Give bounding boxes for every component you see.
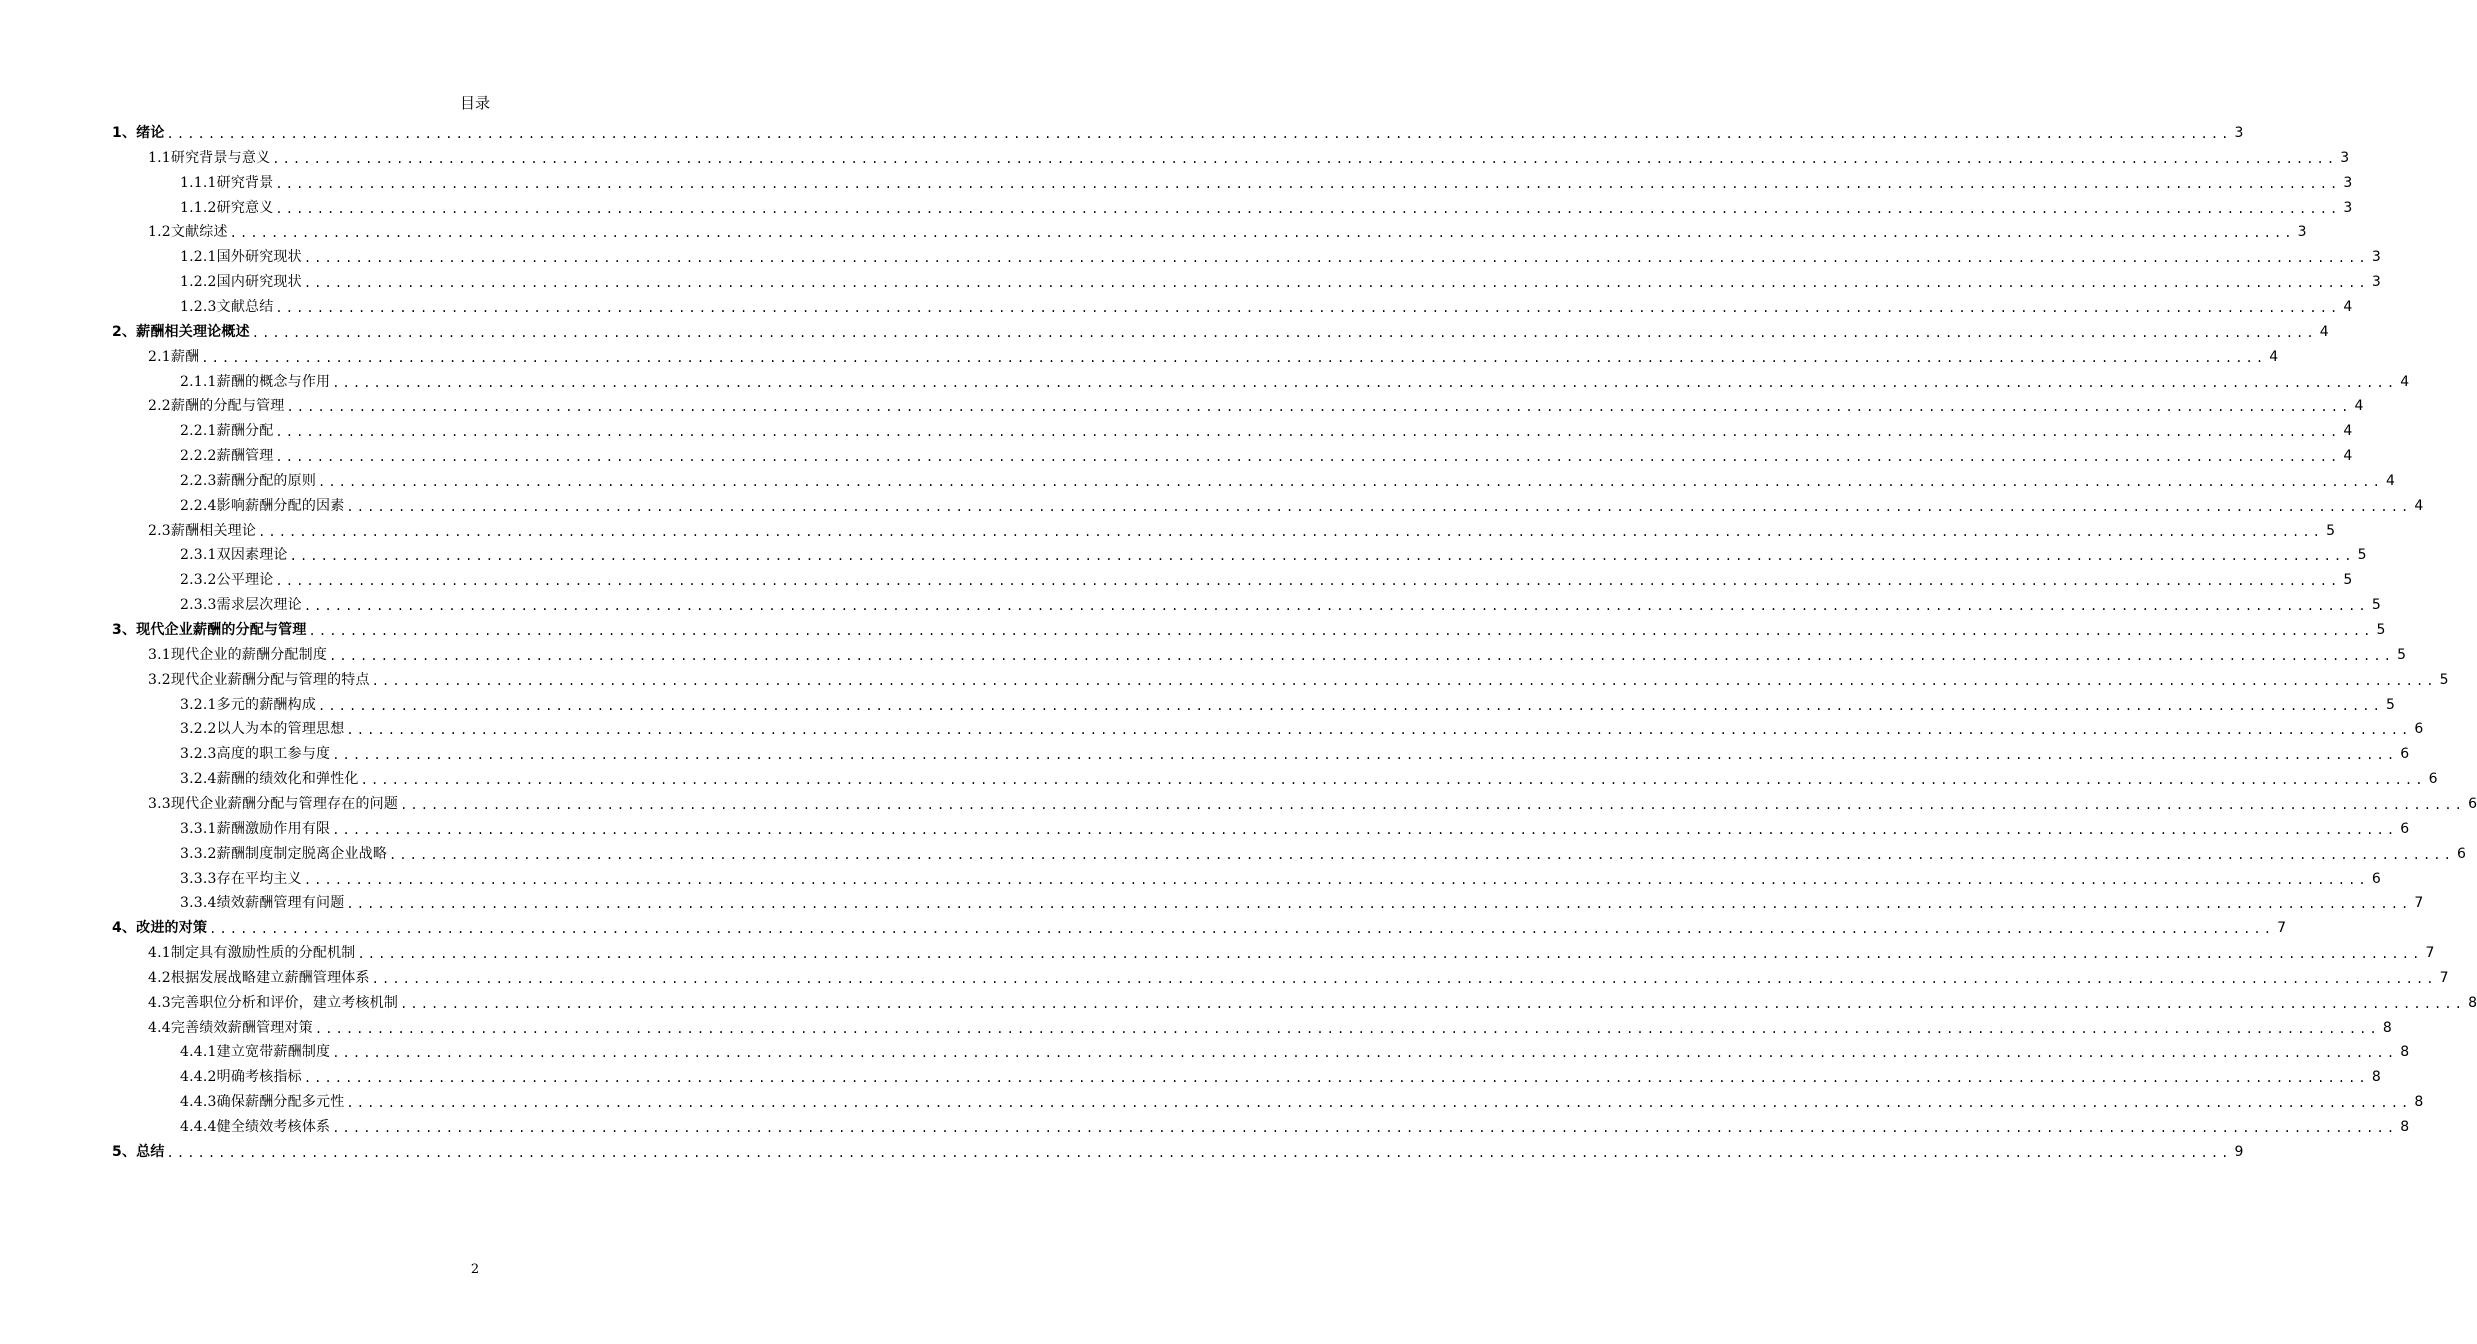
toc-entry-label: 1.2.1国外研究现状 bbox=[180, 249, 302, 266]
toc-entry-page: 6 bbox=[2468, 795, 2477, 812]
toc-entry-page: 3 bbox=[2297, 224, 2307, 241]
toc-leader-dots: ........................................................................................................................................................................................................ bbox=[275, 574, 2341, 589]
toc-entry[interactable] bbox=[180, 491, 2424, 516]
toc-entry[interactable] bbox=[180, 416, 2353, 441]
toc-entry[interactable] bbox=[148, 938, 2435, 963]
toc-entry-page: 3 bbox=[2371, 274, 2381, 291]
toc-entry[interactable] bbox=[180, 168, 2353, 193]
toc-entry-label: 3、现代企业薪酬的分配与管理 bbox=[112, 622, 307, 638]
toc-entry-page: 8 bbox=[2468, 994, 2477, 1011]
toc-leader-dots: ........................................................................................................................................................................................................ bbox=[209, 922, 2275, 937]
toc-entry-label: 4.4.2明确考核指标 bbox=[180, 1069, 302, 1086]
toc-entry-label: 2.3.2公平理论 bbox=[180, 572, 274, 589]
toc-entry-label: 1.1.2研究意义 bbox=[180, 199, 274, 216]
toc-entry-page: 5 bbox=[2376, 622, 2386, 638]
page-number: 2 bbox=[470, 1262, 480, 1277]
toc-entry-page: 6 bbox=[2371, 870, 2381, 887]
toc-entry-page: 7 bbox=[2277, 920, 2287, 937]
toc-leader-dots: ........................................................................................................................................................................................................ bbox=[289, 549, 2355, 564]
toc-entry-label: 1.1研究背景与意义 bbox=[148, 149, 271, 166]
toc-entry[interactable] bbox=[180, 590, 2381, 615]
toc-entry[interactable] bbox=[180, 1087, 2424, 1112]
toc-leader-dots: ........................................................................................................................................................................................................ bbox=[303, 276, 2369, 291]
toc-entry[interactable] bbox=[148, 143, 2350, 168]
toc-entry-label: 3.3.3存在平均主义 bbox=[180, 870, 302, 887]
toc-entry-page: 3 bbox=[2371, 249, 2381, 266]
toc-entry-page: 3 bbox=[2343, 174, 2353, 191]
toc-leader-dots: ........................................................................................................................................................................................................ bbox=[303, 251, 2369, 266]
toc-entry-page: 8 bbox=[2371, 1069, 2381, 1086]
toc-entry-page: 5 bbox=[2371, 597, 2381, 614]
toc-leader-dots: ........................................................................................................................................................................................................ bbox=[329, 648, 2394, 663]
toc-title: 目录 bbox=[459, 94, 490, 112]
toc-leader-dots: ........................................................................................................................................................................................................ bbox=[400, 996, 2465, 1011]
toc-leader-dots: ........................................................................................................................................................................................................ bbox=[360, 773, 2426, 788]
toc-entry[interactable] bbox=[180, 864, 2381, 889]
toc-leader-dots: ........................................................................................................................................................................................................ bbox=[346, 499, 2412, 514]
toc-leader-dots: ........................................................................................................................................................................................................ bbox=[314, 1021, 2380, 1036]
toc-entry[interactable] bbox=[180, 739, 2410, 764]
toc-leader-dots: ........................................................................................................................................................................................................ bbox=[166, 1145, 2232, 1160]
toc-leader-dots: ........................................................................................................................................................................................................ bbox=[286, 400, 2352, 415]
toc-entry-page: 5 bbox=[2326, 522, 2335, 539]
toc-entry-label: 4.4.3确保薪酬分配多元性 bbox=[180, 1094, 345, 1111]
toc-entry[interactable] bbox=[180, 690, 2395, 715]
toc-leader-dots: ........................................................................................................................................................................................................ bbox=[346, 897, 2412, 912]
toc-leader-dots: ........................................................................................................................................................................................................ bbox=[332, 822, 2398, 837]
toc-entry-page: 3 bbox=[2234, 125, 2244, 141]
toc-entry[interactable] bbox=[180, 441, 2353, 466]
toc-leader-dots: ........................................................................................................................................................................................................ bbox=[275, 425, 2341, 440]
toc-entry-label: 2.2.2薪酬管理 bbox=[180, 448, 274, 465]
toc-entry-page: 4 bbox=[2343, 298, 2353, 315]
toc-entry-page: 4 bbox=[2386, 472, 2395, 489]
toc-entry-page: 5 bbox=[2343, 572, 2353, 589]
toc-entry[interactable] bbox=[112, 1137, 2244, 1162]
toc-entry-label: 4.4.1建立宽带薪酬制度 bbox=[180, 1044, 331, 1061]
toc-entry[interactable] bbox=[148, 963, 2449, 988]
toc-entry-label: 3.2现代企业薪酬分配与管理的特点 bbox=[148, 671, 370, 688]
toc-entry[interactable] bbox=[180, 292, 2353, 317]
toc-entry-label: 3.1现代企业的薪酬分配制度 bbox=[148, 646, 328, 663]
toc-entry[interactable] bbox=[180, 267, 2381, 292]
toc-leader-dots: ........................................................................................................................................................................................................ bbox=[201, 350, 2267, 365]
toc-entry[interactable] bbox=[148, 217, 2307, 242]
toc-entry-page: 8 bbox=[2400, 1044, 2410, 1061]
toc-entry-label: 4.4完善绩效薪酬管理对策 bbox=[148, 1019, 313, 1036]
toc-entry[interactable] bbox=[112, 118, 2244, 143]
toc-entry-label: 3.3.1薪酬激励作用有限 bbox=[180, 820, 331, 837]
toc-entry-label: 2.2.1薪酬分配 bbox=[180, 423, 274, 440]
toc-leader-dots: ........................................................................................................................................................................................................ bbox=[389, 847, 2454, 862]
toc-leader-dots: ........................................................................................................................................................................................................ bbox=[303, 1071, 2369, 1086]
toc-entry[interactable] bbox=[180, 764, 2438, 789]
toc-entry-label: 3.2.1多元的薪酬构成 bbox=[180, 696, 317, 713]
toc-entry[interactable] bbox=[180, 367, 2410, 392]
toc-entry-label: 4、改进的对策 bbox=[112, 920, 208, 937]
toc-entry-label: 3.3.2薪酬制度制定脱离企业战略 bbox=[180, 845, 388, 862]
toc-leader-dots: ........................................................................................................................................................................................................ bbox=[357, 947, 2423, 962]
toc-entry[interactable] bbox=[148, 988, 2477, 1013]
toc-entry-page: 6 bbox=[2457, 845, 2466, 862]
toc-entry-page: 6 bbox=[2400, 820, 2410, 837]
toc-entry-label: 4.1制定具有激励性质的分配机制 bbox=[148, 945, 356, 962]
toc-leader-dots: ........................................................................................................................................................................................................ bbox=[303, 872, 2369, 887]
toc-entry-page: 3 bbox=[2340, 149, 2350, 166]
toc-entry-page: 5 bbox=[2439, 671, 2449, 688]
toc-entry-label: 2.3.1双因素理论 bbox=[180, 547, 288, 564]
toc-entry-page: 4 bbox=[2343, 423, 2353, 440]
toc-entry-label: 4.4.4健全绩效考核体系 bbox=[180, 1119, 331, 1135]
toc-leader-dots: ........................................................................................................................................................................................................ bbox=[332, 1046, 2398, 1061]
toc-entry-label: 3.2.4薪酬的绩效化和弹性化 bbox=[180, 771, 359, 788]
toc-leader-dots: ........................................................................................................................................................................................................ bbox=[272, 151, 2338, 166]
toc-entry[interactable] bbox=[148, 391, 2364, 416]
toc-entry[interactable] bbox=[180, 1037, 2410, 1062]
toc-entry-label: 2.3.3需求层次理论 bbox=[180, 597, 302, 614]
toc-entry-label: 2.2.4影响薪酬分配的因素 bbox=[180, 497, 345, 514]
toc-entry-page: 4 bbox=[2343, 448, 2353, 465]
toc-leader-dots: ........................................................................................................................................................................................................ bbox=[400, 797, 2465, 812]
toc-entry-page: 4 bbox=[2400, 373, 2410, 390]
toc-entry-page: 9 bbox=[2234, 1143, 2244, 1160]
toc-entry-label: 3.2.2以人为本的管理思想 bbox=[180, 721, 345, 738]
toc-entry-page: 4 bbox=[2354, 398, 2364, 415]
toc-entry-page: 6 bbox=[2414, 721, 2424, 738]
toc-entry-page: 7 bbox=[2439, 969, 2449, 986]
toc-entry-page: 6 bbox=[2400, 746, 2410, 763]
toc-leader-dots: ........................................................................................................................................................................................................ bbox=[251, 325, 2317, 340]
toc-entry[interactable] bbox=[112, 317, 2329, 342]
toc-entry-label: 1.2文献综述 bbox=[148, 224, 228, 241]
toc-entry-label: 3.3.4绩效薪酬管理有问题 bbox=[180, 895, 345, 912]
toc-entry-label: 2.1薪酬 bbox=[148, 348, 200, 365]
toc-entry-page: 4 bbox=[2414, 497, 2424, 514]
toc-leader-dots: ........................................................................................................................................................................................................ bbox=[275, 300, 2341, 315]
toc-entry-page: 6 bbox=[2428, 771, 2438, 788]
toc-entry-page: 4 bbox=[2319, 323, 2329, 340]
toc-entry-label: 3.3现代企业薪酬分配与管理存在的问题 bbox=[148, 795, 399, 812]
toc-entry[interactable] bbox=[112, 913, 2287, 938]
toc-entry[interactable] bbox=[180, 540, 2367, 565]
toc-leader-dots: ........................................................................................................................................................................................................ bbox=[346, 1096, 2412, 1111]
toc-leader-dots: ........................................................................................................................................................................................................ bbox=[275, 450, 2341, 465]
toc-entry-label: 2.1.1薪酬的概念与作用 bbox=[180, 373, 331, 390]
toc-entry-label: 1.2.2国内研究现状 bbox=[180, 274, 302, 291]
toc-entry-label: 2、薪酬相关理论概述 bbox=[112, 323, 250, 340]
toc-leader-dots: ........................................................................................................................................................................................................ bbox=[318, 474, 2383, 489]
toc-entry-page: 5 bbox=[2357, 547, 2367, 564]
toc-leader-dots: ........................................................................................................................................................................................................ bbox=[332, 375, 2398, 390]
toc-entry[interactable] bbox=[112, 615, 2386, 640]
toc-leader-dots: ........................................................................................................................................................................................................ bbox=[275, 176, 2341, 191]
toc-entry[interactable] bbox=[180, 1062, 2381, 1087]
toc-entry-label: 2.2薪酬的分配与管理 bbox=[148, 398, 285, 415]
toc-entry[interactable] bbox=[180, 565, 2353, 590]
toc-leader-dots: ........................................................................................................................................................................................................ bbox=[166, 127, 2232, 141]
toc-entry-page: 8 bbox=[2382, 1019, 2392, 1036]
toc-entry[interactable] bbox=[180, 242, 2381, 267]
toc-entry[interactable] bbox=[148, 516, 2335, 541]
toc-entry[interactable] bbox=[180, 839, 2466, 864]
toc-entry-label: 3.2.3高度的职工参与度 bbox=[180, 746, 331, 763]
toc-entry-page: 8 bbox=[2414, 1094, 2424, 1111]
toc-entry-label: 1.2.3文献总结 bbox=[180, 298, 274, 315]
toc-entry-label: 4.2根据发展战略建立薪酬管理体系 bbox=[148, 969, 370, 986]
toc-entry[interactable] bbox=[180, 814, 2410, 839]
toc-entry-label: 4.3完善职位分析和评价，建立考核机制 bbox=[148, 994, 399, 1011]
toc-leader-dots: ........................................................................................................................................................................................................ bbox=[346, 723, 2412, 738]
toc-entry[interactable] bbox=[180, 1112, 2410, 1137]
toc-leader-dots: ........................................................................................................................................................................................................ bbox=[371, 673, 2437, 688]
toc-entry-page: 4 bbox=[2269, 348, 2279, 365]
toc-entry-page: 7 bbox=[2425, 945, 2435, 962]
toc-leader-dots: ........................................................................................................................................................................................................ bbox=[332, 1121, 2398, 1135]
toc-leader-dots: ........................................................................................................................................................................................................ bbox=[229, 226, 2295, 241]
toc-leader-dots: ........................................................................................................................................................................................................ bbox=[275, 201, 2341, 216]
toc-entry-page: 8 bbox=[2400, 1119, 2410, 1135]
toc-leader-dots: ........................................................................................................................................................................................................ bbox=[303, 599, 2369, 614]
toc-entry-page: 3 bbox=[2343, 199, 2353, 216]
toc-entry[interactable] bbox=[148, 1013, 2392, 1038]
toc-entry[interactable] bbox=[180, 193, 2353, 218]
toc-leader-dots: ........................................................................................................................................................................................................ bbox=[371, 971, 2437, 986]
toc-entry-label: 1.1.1研究背景 bbox=[180, 174, 274, 191]
toc-entry[interactable] bbox=[180, 714, 2424, 739]
toc-entry-label: 5、总结 bbox=[112, 1143, 165, 1160]
toc-entry[interactable] bbox=[148, 342, 2279, 367]
toc-entry-page: 5 bbox=[2386, 696, 2395, 713]
toc-leader-dots: ........................................................................................................................................................................................................ bbox=[308, 624, 2374, 638]
toc-entry-label: 1、绪论 bbox=[112, 125, 165, 141]
toc-entry[interactable] bbox=[148, 789, 2477, 814]
toc-entry-page: 7 bbox=[2414, 895, 2424, 912]
toc-entry[interactable] bbox=[148, 665, 2449, 690]
toc-entry[interactable] bbox=[148, 640, 2406, 665]
toc-entry[interactable] bbox=[180, 466, 2395, 491]
toc-entry[interactable] bbox=[180, 888, 2424, 913]
toc-entry-label: 2.2.3薪酬分配的原则 bbox=[180, 472, 317, 489]
toc-entry-label: 2.3薪酬相关理论 bbox=[148, 522, 257, 539]
toc-leader-dots: ........................................................................................................................................................................................................ bbox=[258, 524, 2323, 539]
toc-leader-dots: ........................................................................................................................................................................................................ bbox=[332, 748, 2398, 763]
toc-leader-dots: ........................................................................................................................................................................................................ bbox=[318, 698, 2383, 713]
toc-entry-page: 5 bbox=[2397, 646, 2406, 663]
